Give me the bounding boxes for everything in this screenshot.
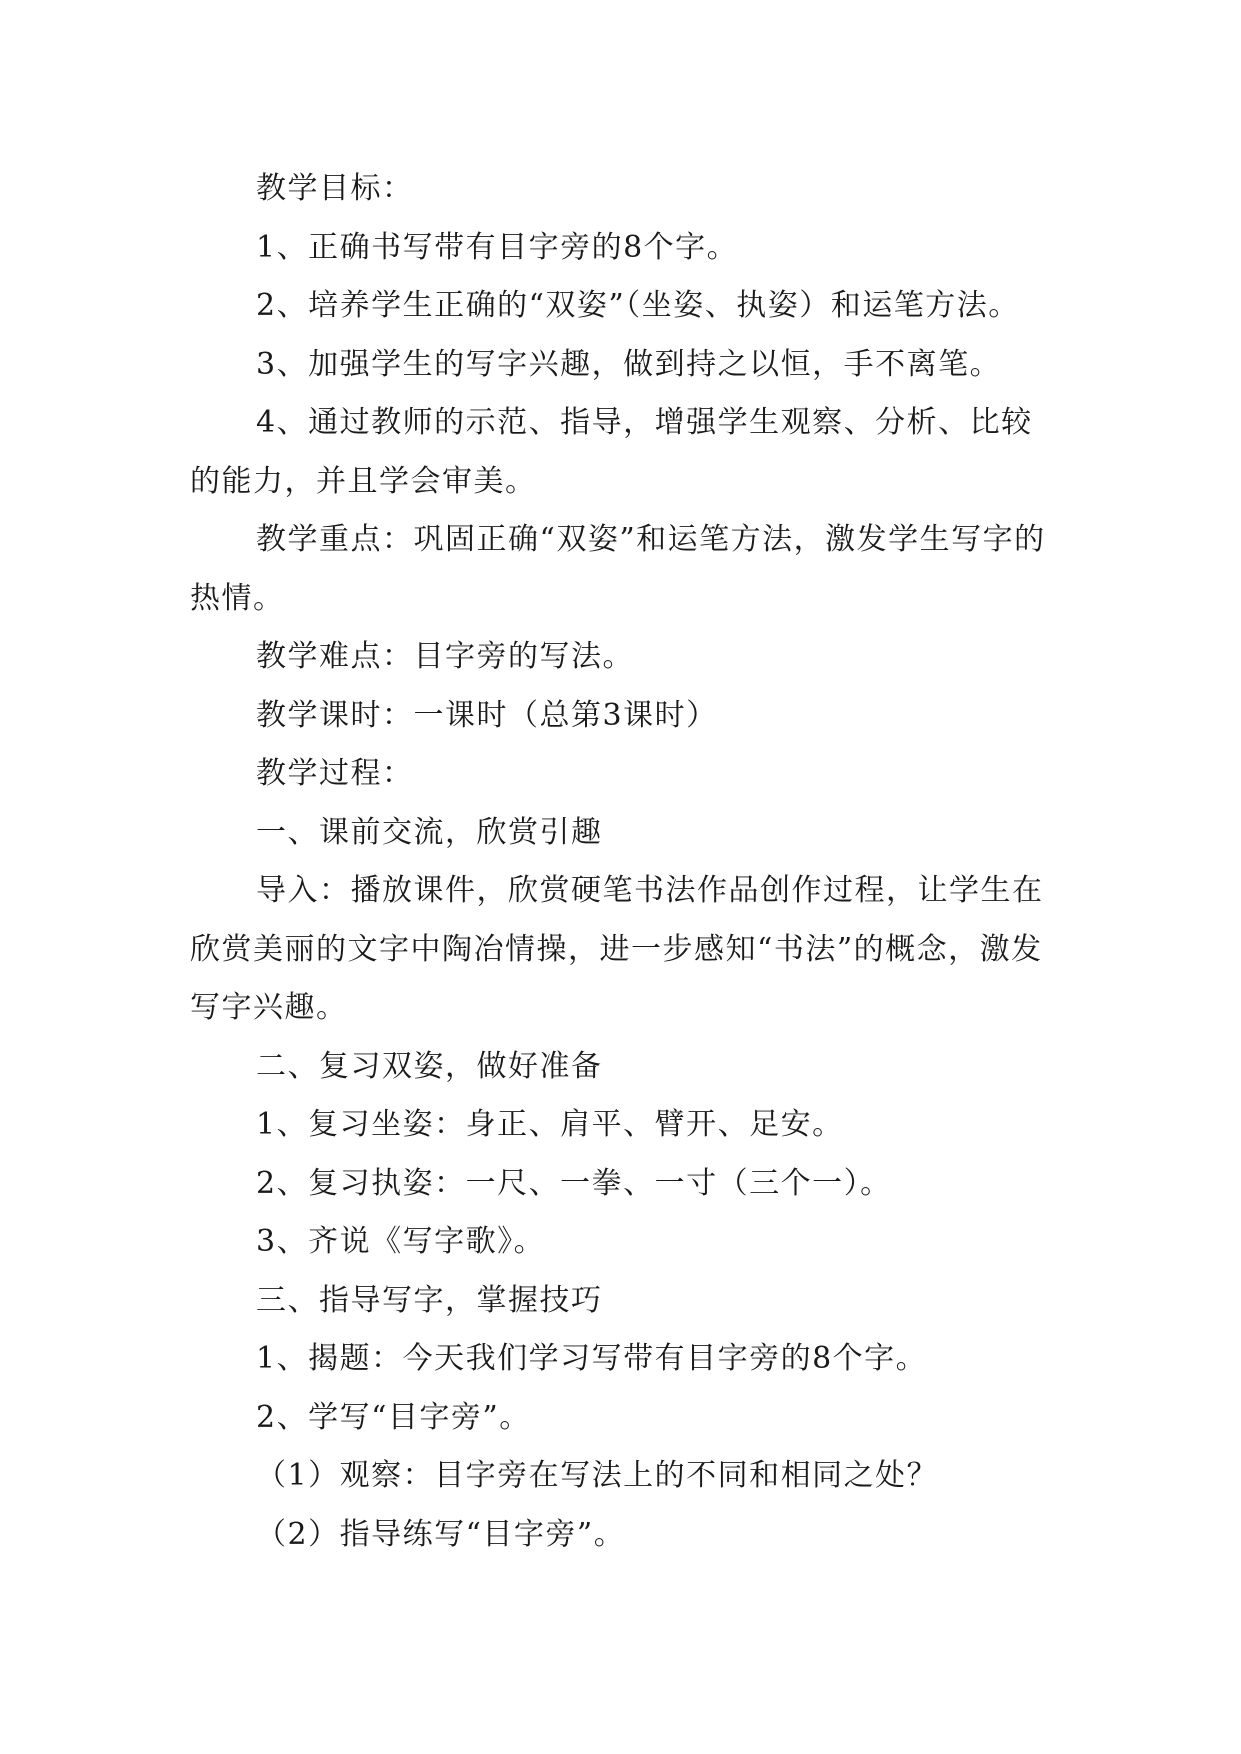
section-heading-1: 一、课前交流，欣赏引趣 [256,814,603,850]
guide-item-2: 2、学写“目字旁”。 [256,1399,531,1435]
review-item-2: 2、复习执姿：一尺、一拳、一寸（三个一）。 [256,1165,892,1201]
review-item-3: 3、齐说《写字歌》。 [256,1224,546,1259]
section-heading-2: 二、复习双姿，做好准备 [256,1048,603,1084]
goal-item-4: 4、通过教师的示范、指导，增强学生观察、分析、比较的能力，并且学会审美。 [190,405,1033,499]
goal-item-2: 2、培养学生正确的“双姿”（坐姿、执姿）和运笔方法。 [256,288,1020,323]
review-item-1: 1、复习坐姿：身正、肩平、臂开、足安。 [256,1107,844,1142]
guide-subitem-1: （1）观察：目字旁在写法上的不同和相同之处？ [256,1458,939,1493]
teaching-hours: 教学课时：一课时（总第3课时） [256,697,718,733]
heading-teaching-goals: 教学目标： [256,171,414,206]
teaching-difficulties: 教学难点：目字旁的写法。 [256,639,634,674]
document-body [190,160,1062,1564]
intro-paragraph: 导入：播放课件，欣赏硬笔书法作品创作过程，让学生在欣赏美丽的文字中陶冶情操，进一步感知“书法”的概念，激发写字兴趣。 [190,873,1044,1025]
heading-teaching-process: 教学过程： [256,756,414,791]
teaching-key-points: 教学重点：巩固正确“双姿”和运笔方法，激发学生写字的热情。 [190,522,1046,616]
goal-item-1: 1、正确书写带有目字旁的8个字。 [256,229,739,265]
section-heading-3: 三、指导写字，掌握技巧 [256,1282,603,1318]
guide-item-1: 1、揭题：今天我们学习写带有目字旁的8个字。 [256,1341,928,1376]
guide-subitem-2: （2）指导练写“目字旁”。 [256,1516,626,1552]
goal-item-3: 3、加强学生的写字兴趣，做到持之以恒，手不离笔。 [256,346,1002,382]
